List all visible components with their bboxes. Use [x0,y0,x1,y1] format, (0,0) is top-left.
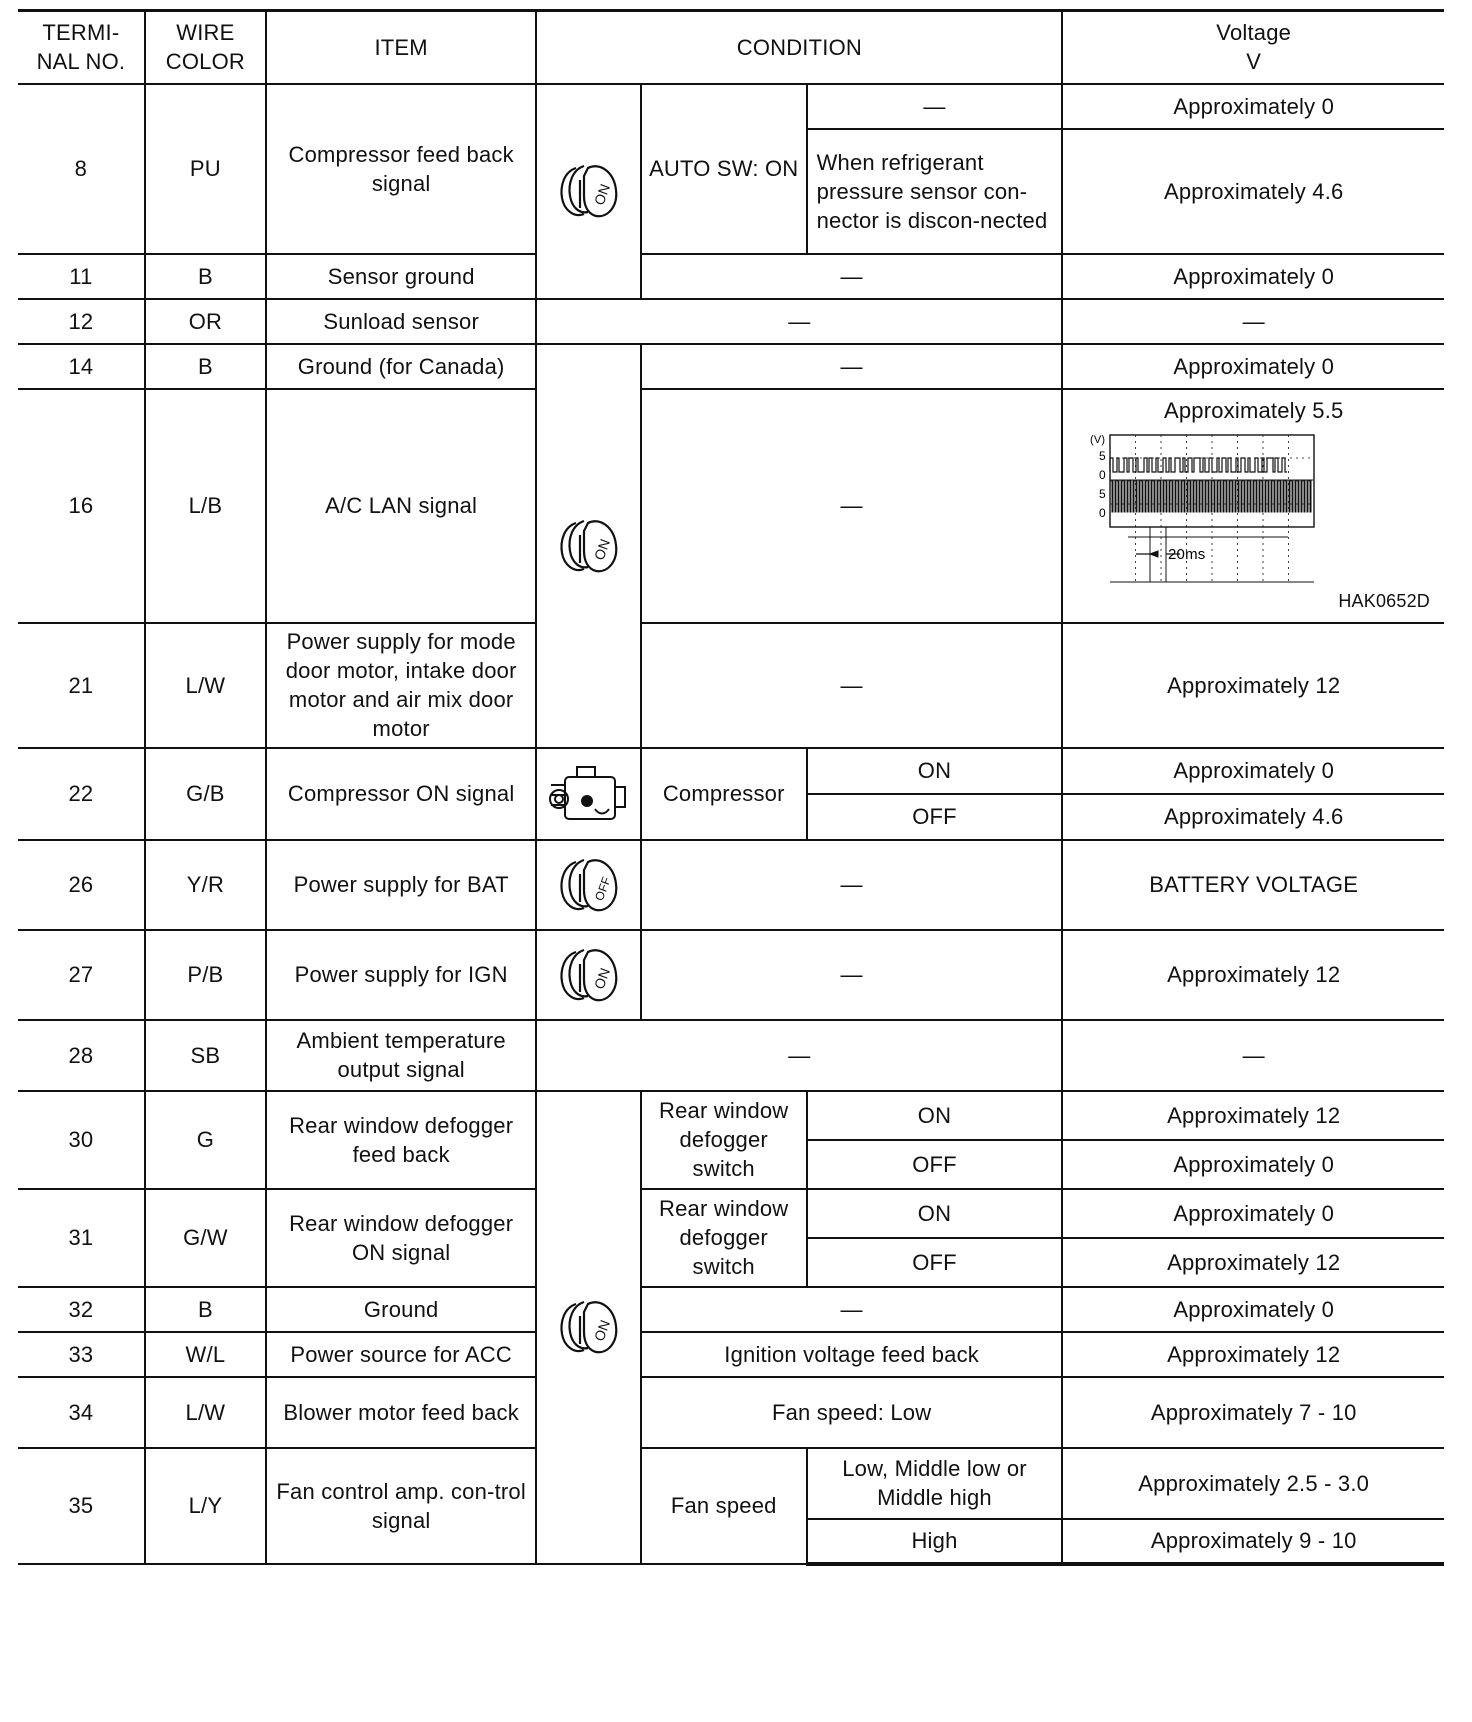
voltage-value: Approximately 0 [1062,1189,1444,1238]
condition: — [641,840,1063,930]
table-row [18,254,1444,299]
waveform-tick: 0 [1099,505,1107,520]
condition-label: Fan speed [641,1448,807,1564]
voltage-value: Approximately 0 [1062,84,1444,129]
ignition-icon-cell [536,840,641,930]
wire-color: B [145,254,266,299]
condition: Fan speed: Low [641,1377,1063,1448]
terminal-no: 31 [18,1189,145,1287]
terminal-no: 16 [18,389,145,623]
terminal-no: 30 [18,1091,145,1189]
voltage-value: Approximately 0 [1062,1140,1444,1189]
wire-color: L/B [145,389,266,623]
terminal-no: 11 [18,254,145,299]
waveform-figure-code: HAK0652D [1338,590,1430,611]
terminal-no: 12 [18,299,145,344]
voltage-value: Approximately 12 [1062,1238,1444,1287]
condition-sub: ON [807,1091,1063,1140]
ignition-key-off-icon [554,850,624,920]
table-row [18,623,1444,748]
ignition-key-on-icon [554,511,624,581]
table-row [18,1091,1444,1140]
terminal-no: 22 [18,748,145,840]
voltage-value: Approximately 12 [1062,930,1444,1020]
condition-label: Rear window defogger switch [641,1189,807,1287]
wire-color: SB [145,1020,266,1091]
item: Compressor feed back signal [266,84,536,254]
condition: — [536,299,1062,344]
voltage-value: Approximately 7 - 10 [1062,1377,1444,1448]
ignition-key-on-icon [554,156,624,226]
ignition-key-on-icon [554,1292,624,1362]
waveform-y-unit: (V) [1090,433,1106,446]
voltage-value: Approximately 2.5 - 3.0 [1062,1448,1444,1519]
condition-sub: ON [807,1189,1063,1238]
condition-label: Compressor [641,748,807,840]
wire-color: B [145,344,266,389]
condition-sub: OFF [807,794,1063,840]
waveform-tick: 5 [1099,448,1107,463]
voltage-value: — [1062,1020,1444,1091]
waveform-time-label: 20ms [1168,545,1206,563]
key-position-label: ON [590,965,613,991]
item: Sensor ground [266,254,536,299]
ignition-key-on-icon [554,940,624,1010]
ignition-icon-cell [536,344,641,748]
item: Power supply for BAT [266,840,536,930]
condition-sub: ON [807,748,1063,794]
item: Compressor ON signal [266,748,536,840]
wire-color: B [145,1287,266,1332]
table-row [18,1189,1444,1238]
table-row [18,1377,1444,1448]
condition-label: Rear window defogger switch [641,1091,807,1189]
wire-color: G [145,1091,266,1189]
item: Power supply for mode door motor, intake door motor and air mix door motor [266,623,536,748]
item: Rear window defogger ON signal [266,1189,536,1287]
terminal-no: 14 [18,344,145,389]
terminal-no: 8 [18,84,145,254]
condition: — [641,254,1063,299]
wire-color: OR [145,299,266,344]
condition: — [641,623,1063,748]
table-row [18,1020,1444,1091]
condition-sub: — [807,84,1063,129]
terminal-no: 26 [18,840,145,930]
condition: — [536,1020,1062,1091]
terminal-no: 21 [18,623,145,748]
ignition-icon-cell [536,1091,641,1564]
header-terminal-no: TERMI- NAL NO. [18,11,145,84]
voltage-value: Approximately 12 [1062,623,1444,748]
terminal-no: 32 [18,1287,145,1332]
item: Blower motor feed back [266,1377,536,1448]
item: Ground (for Canada) [266,344,536,389]
terminal-no: 28 [18,1020,145,1091]
condition: Ignition voltage feed back [641,1332,1063,1377]
table-row [18,344,1444,389]
voltage-value: Approximately 5.5 [1163,397,1344,423]
wire-color: Y/R [145,840,266,930]
voltage-value: Approximately 9 - 10 [1062,1519,1444,1564]
table-row [18,389,1444,623]
table-row [18,930,1444,1020]
voltage-value: Approximately 12 [1062,1091,1444,1140]
table-row [18,1287,1444,1332]
voltage-value: Approximately 12 [1062,1332,1444,1377]
terminal-no: 35 [18,1448,145,1564]
table-row [18,840,1444,930]
condition-sub: When refrigerant pressure sensor con-nector is discon-nected [807,129,1063,254]
key-position-label: ON [590,536,613,562]
condition: — [641,389,1063,623]
condition: — [641,344,1063,389]
item: Sunload sensor [266,299,536,344]
voltage-value: Approximately 4.6 [1062,129,1444,254]
item: Rear window defogger feed back [266,1091,536,1189]
item: A/C LAN signal [266,389,536,623]
voltage-value: Approximately 4.6 [1062,794,1444,840]
voltage-value: Approximately 0 [1062,1287,1444,1332]
condition-sub: OFF [807,1140,1063,1189]
waveform-tick: 0 [1099,467,1107,482]
header-wire-color: WIRE COLOR [145,11,266,84]
wire-color: W/L [145,1332,266,1377]
ignition-icon-cell [536,930,641,1020]
terminal-no: 34 [18,1377,145,1448]
waveform-oscilloscope [1088,432,1318,592]
voltage-value: Approximately 0 [1062,748,1444,794]
table-row [18,1448,1444,1519]
item: Ground [266,1287,536,1332]
condition: — [641,1287,1063,1332]
header-row [18,11,1444,84]
terminal-no: 27 [18,930,145,1020]
wire-color: PU [145,84,266,254]
item: Power source for ACC [266,1332,536,1377]
key-position-label: OFF [591,874,614,903]
terminal-no: 33 [18,1332,145,1377]
waveform-tick: 5 [1099,486,1107,501]
condition-label: AUTO SW: ON [641,84,807,254]
key-position-label: ON [590,1317,613,1344]
wire-color: L/Y [145,1448,266,1564]
item: Power supply for IGN [266,930,536,1020]
table-row [18,1332,1444,1377]
condition-sub: OFF [807,1238,1063,1287]
table-row [18,299,1444,344]
engine-icon-cell [536,748,641,840]
item: Ambient temperature output signal [266,1020,536,1091]
header-item: ITEM [266,11,536,84]
condition: — [641,930,1063,1020]
wire-color: P/B [145,930,266,1020]
wire-color: G/W [145,1189,266,1287]
wire-color: L/W [145,1377,266,1448]
table-row [18,748,1444,794]
header-condition: CONDITION [536,11,1062,84]
voltage-value: Approximately 0 [1062,344,1444,389]
voltage-waveform-cell [1062,389,1444,623]
wire-color: G/B [145,748,266,840]
voltage-value: — [1062,299,1444,344]
terminal-spec-table [18,9,1444,1566]
table-row [18,84,1444,129]
engine-running-icon [547,759,631,829]
key-position-label: ON [590,181,613,208]
ignition-icon-cell [536,84,641,299]
header-voltage: Voltage V [1062,11,1444,84]
voltage-value: BATTERY VOLTAGE [1062,840,1444,930]
wire-color: L/W [145,623,266,748]
item: Fan control amp. con-trol signal [266,1448,536,1564]
condition-sub: High [807,1519,1063,1564]
voltage-value: Approximately 0 [1062,254,1444,299]
condition-sub: Low, Middle low or Middle high [807,1448,1063,1519]
